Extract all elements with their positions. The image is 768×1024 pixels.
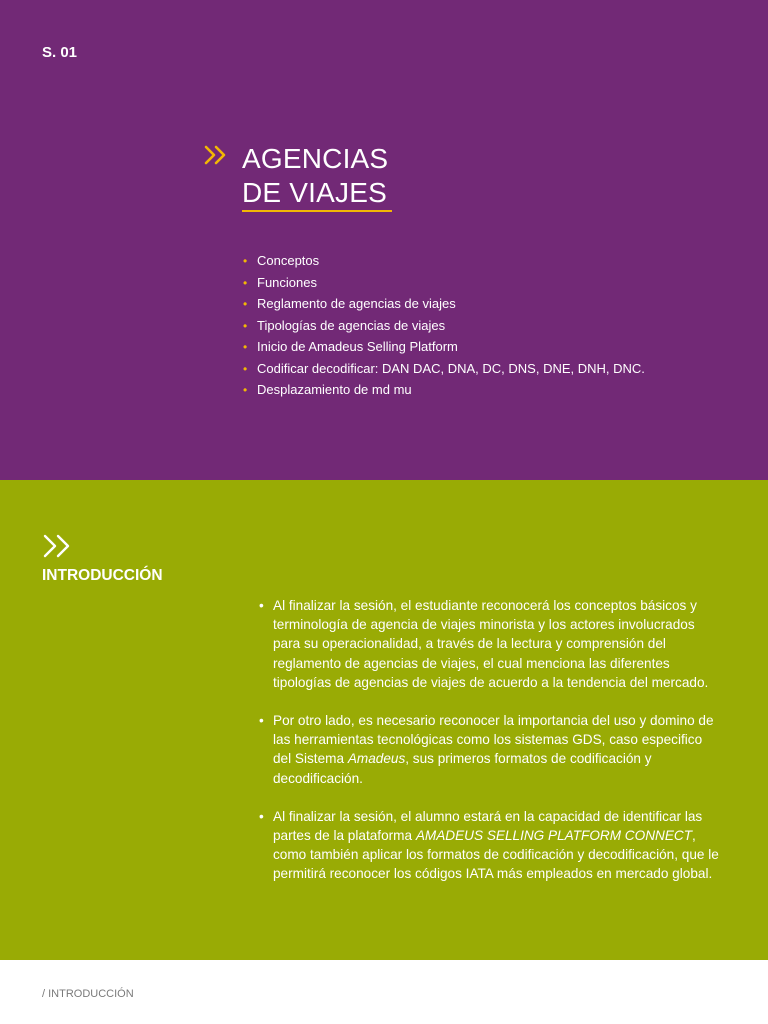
breadcrumb: / INTRODUCCIÓN <box>42 988 134 1000</box>
bullet: • <box>259 713 264 729</box>
list-item: • Funciones <box>243 274 317 290</box>
paragraph: • Por otro lado, es necesario reconocer la importancia del uso y domino de las herramientas tecnológicas como los sistemas GDS, caso especifico del Sistema Amadeus, sus primeros formatos de codificación y decodificación. <box>259 713 714 786</box>
title-underline <box>242 210 392 212</box>
double-chevron-right-icon <box>204 144 234 166</box>
paragraph: • Al finalizar la sesión, el estudiante reconocerá los conceptos básicos y terminología de agencia de viajes minorista y los actores involucrados para su operacionalidad, a través de la lectura y comprensión del reglamento de agencias de viajes, el cual menciona las diferentes tipologías de agencias de viajes de acuerdo a la tendencia del mercado. <box>259 598 709 690</box>
bullet: • <box>243 340 248 354</box>
bullet: • <box>243 254 248 268</box>
header-section <box>0 0 768 480</box>
bullet: • <box>243 361 248 376</box>
list-item: • Tipologías de agencias de viajes <box>243 317 446 333</box>
list-item: • Inicio de Amadeus Selling Platform <box>243 339 458 354</box>
page-title <box>242 142 388 210</box>
bullet: • <box>243 383 248 397</box>
title-line-1: AGENCIAS <box>242 143 389 174</box>
list-item: • Desplazamiento de md mu <box>243 382 412 397</box>
title-line-2: DE VIAJES <box>242 177 387 208</box>
list-item: • Reglamento de agencias de viajes <box>243 296 456 311</box>
list-item: • Codificar decodificar: DAN DAC, DNA, DC, DNS, DNE, DNH, DNC. <box>243 360 645 376</box>
bullet: • <box>259 598 264 613</box>
bullet: • <box>243 318 248 333</box>
session-label: S. 01 <box>42 44 78 61</box>
introduction-paragraphs <box>259 596 719 903</box>
paragraph: • Al finalizar la sesión, el alumno estará en la capacidad de identificar las partes de la plataforma AMADEUS SELLING PLATFORM CONNECT, como también aplicar los formatos de codificación y decodificación, que le permitirá reconocer los códigos IATA más empleados en mercado global. <box>259 808 719 882</box>
bullet: • <box>259 808 264 824</box>
bullet: • <box>243 297 248 311</box>
introduction-heading: INTRODUCCIÓN <box>42 567 163 584</box>
topics-list <box>243 252 645 403</box>
double-chevron-right-icon <box>42 533 78 559</box>
bullet: • <box>243 275 248 290</box>
list-item: • Conceptos <box>243 253 320 268</box>
